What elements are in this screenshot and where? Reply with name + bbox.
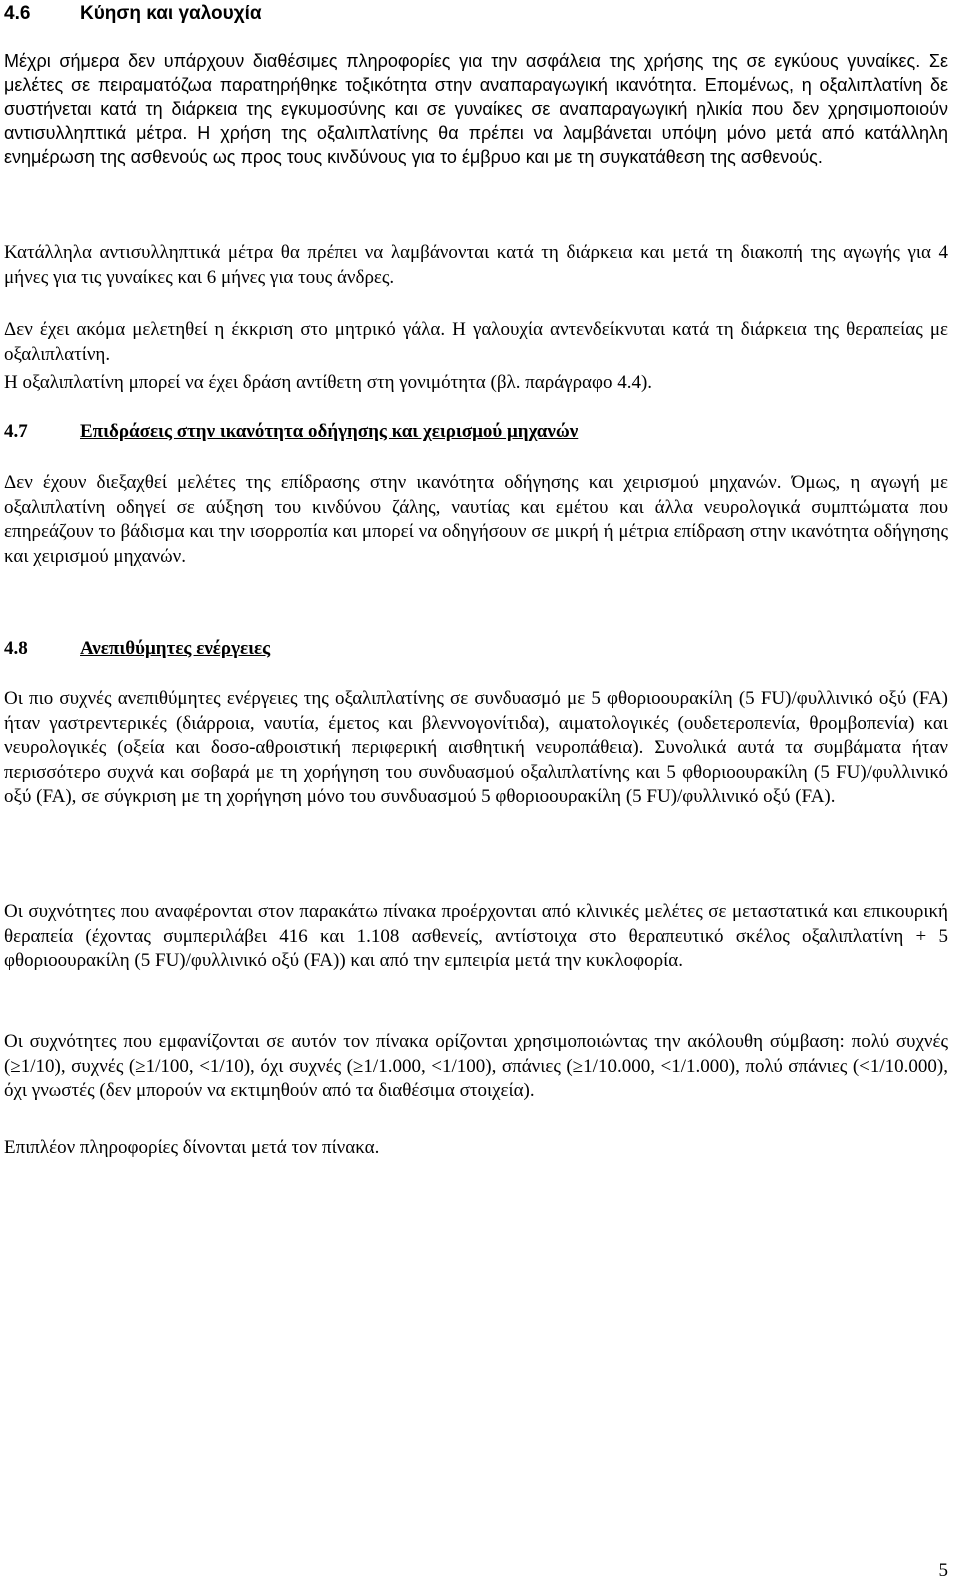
section-title: Κύηση και γαλουχία xyxy=(80,3,262,24)
section-title: Ανεπιθύμητες ενέργειες xyxy=(80,638,271,659)
section-number: 4.6 xyxy=(4,3,31,24)
section-number: 4.8 xyxy=(4,638,28,659)
paragraph: Οι πιο συχνές ανεπιθύμητες ενέργειες της οξαλιπλατίνης σε συνδυασμό με 5 φθοριοουρακίλη (5 FU)/φυλλινικό οξύ (FA) ήταν γαστρεντερικές (διάρροια, ναυτία, έμετος και βλεννογονίτιδα), αιματολογικές (ουδετεροπενία, θρομβοπενία) και νευρολογικές (οξεία και δοσο-αθροιστική περιφερική αισθητική νευροπάθεια). Συνολικά αυτά τα συμβάματα ήταν περισσότερο συχνά και σοβαρά με τη χορήγηση του συνδυασμού οξαλιπλατίνης και 5 φθοριοουρακίλη (5 FU)/φυλλινικό οξύ (FA), σε σύγκριση με τη χορήγηση μόνο του συνδυασμού 5 φθοριοουρακίλη (5 FU)/φυλλινικό οξύ (FA). xyxy=(4,688,948,807)
section-heading-4-6 xyxy=(4,2,262,26)
paragraph: Η οξαλιπλατίνη μπορεί να έχει δράση αντίθετη στη γονιμότητα (βλ. παράγραφο 4.4). xyxy=(4,372,653,393)
paragraph: Δεν έχει ακόμα μελετηθεί η έκκριση στο μητρικό γάλα. Η γαλουχία αντενδείκνυται κατά τη διάρκεια της θεραπείας με οξαλιπλατίνη. xyxy=(4,319,948,365)
section-title: Επιδράσεις στην ικανότητα οδήγησης και χειρισμού μηχανών xyxy=(80,421,579,442)
paragraph: Μέχρι σήμερα δεν υπάρχουν διαθέσιμες πληροφορίες για την ασφάλεια της χρήσης της σε εγκύους γυναίκες. Σε μελέτες σε πειραματόζωα παρατηρήθηκε τοξικότητα στην αναπαραγωγική ικανότητα. Επομένως, η οξαλιπλατίνη δε συστήνεται κατά τη διάρκεια της εγκυμοσύνης και σε γυναίκες σε αναπαραγωγική ηλικία που δεν χρησιμοποιούν αντισυλληπτικά μέτρα. Η χρήση της οξαλιπλατίνης θα πρέπει να λαμβάνεται υπόψη μόνο μετά από κατάλληλη ενημέρωση της ασθενούς ως προς τους κινδύνους για το έμβρυο και με τη συγκατάθεση της ασθενούς. xyxy=(4,51,948,167)
paragraph: Επιπλέον πληροφορίες δίνονται μετά τον πίνακα. xyxy=(4,1137,380,1158)
paragraph: Οι συχνότητες που αναφέρονται στον παρακάτω πίνακα προέρχονται από κλινικές μελέτες σε μεταστατικά και επικουρική θεραπεία (έχοντας συμπεριλάβει 416 και 1.108 ασθενείς, αντίστοιχα στο θεραπευτικό σκέλος οξαλιπλατίνη + 5 φθοριοουρακίλη (5 FU)/φυλλινικό οξύ (FA)) και από την εμπειρία μετά την κυκλοφορία. xyxy=(4,901,948,971)
paragraph: Δεν έχουν διεξαχθεί μελέτες της επίδρασης στην ικανότητα οδήγησης και χειρισμού μηχανών. Όμως, η αγωγή με οξαλιπλατίνη οδηγεί σε αύξηση του κινδύνου ζάλης, ναυτίας και εμέτου και άλλα νευρολογικά συμπτώματα που επηρεάζουν το βάδισμα και την ισορροπία και μπορεί να οδηγήσουν σε μικρή ή μέτρια επίδραση στην ικανότητα οδήγησης και χειρισμού μηχανών. xyxy=(4,472,948,567)
paragraph: Οι συχνότητες που εμφανίζονται σε αυτόν τον πίνακα ορίζονται χρησιμοποιώντας την ακόλουθη σύμβαση: πολύ συχνές (≥1/10), συχνές (≥1/100, <1/10), όχι συχνές (≥1/1.000, <1/100), σπάνιες (≥1/10.000, <1/1.000), πολύ σπάνιες (<1/10.000), όχι γνωστές (δεν μπορούν να εκτιμηθούν από τα διαθέσιμα στοιχεία). xyxy=(4,1031,948,1101)
section-number: 4.7 xyxy=(4,421,28,442)
section-heading-4-8 xyxy=(4,637,270,661)
page-number: 5 xyxy=(938,1560,948,1581)
paragraph: Κατάλληλα αντισυλληπτικά μέτρα θα πρέπει να λαμβάνονται κατά τη διάρκεια και μετά τη διακοπή της αγωγής για 4 μήνες για τις γυναίκες και 6 μήνες για τους άνδρες. xyxy=(4,242,948,288)
section-heading-4-7 xyxy=(4,420,578,444)
